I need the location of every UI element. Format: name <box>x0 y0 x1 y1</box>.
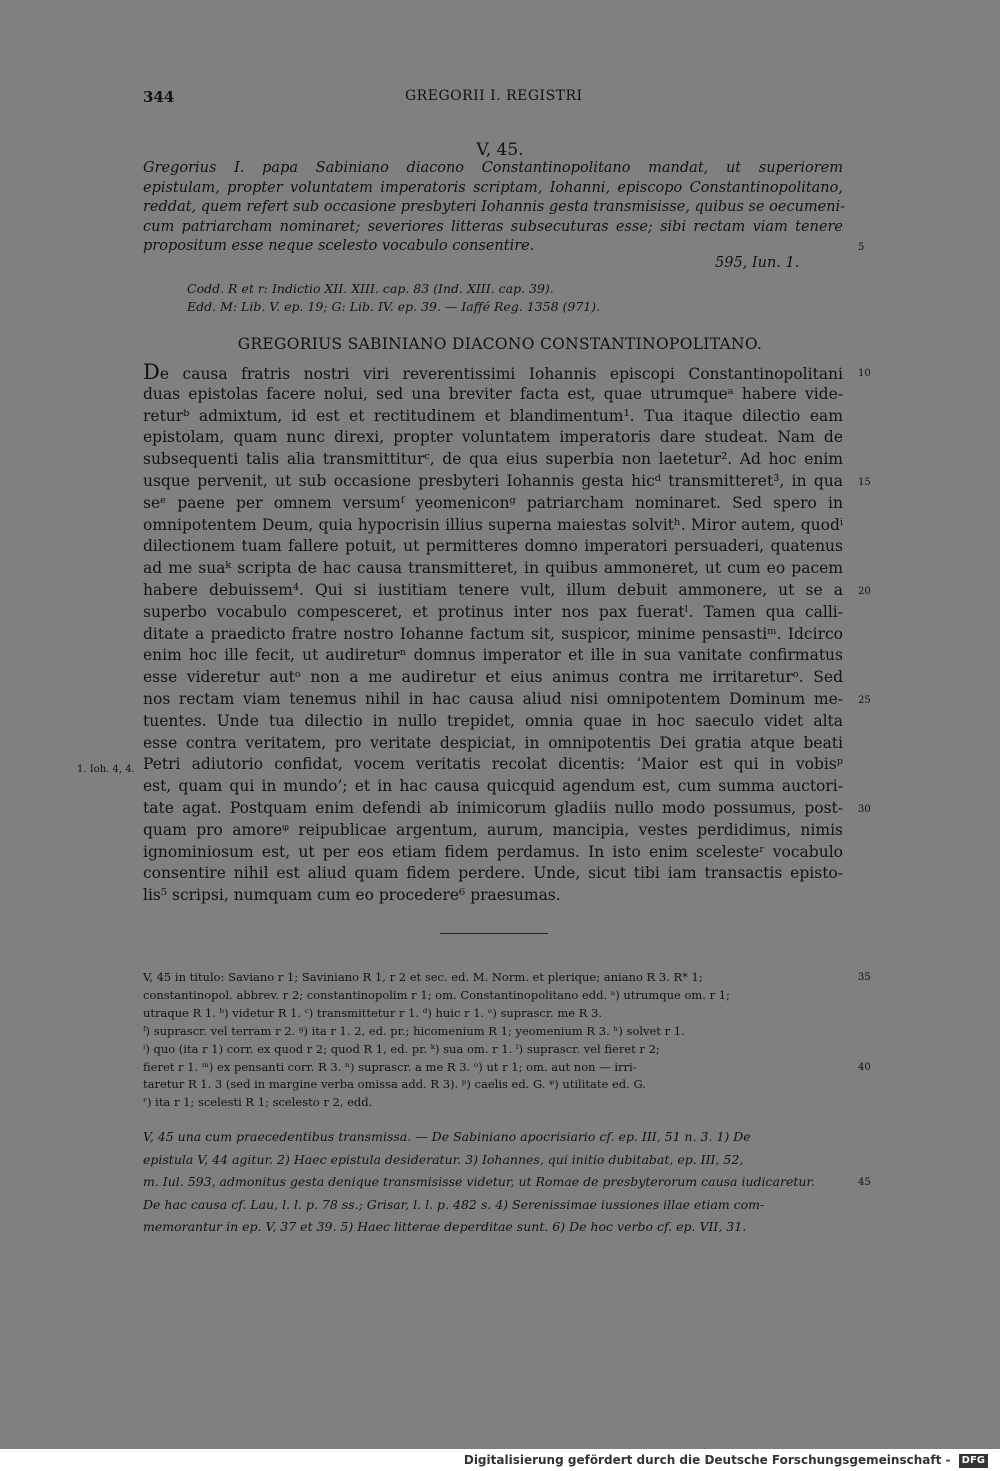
line-number: 5 <box>858 242 865 253</box>
codices-line: Edd. M: Lib. V. ep. 19; G: Lib. IV. ep. 39. — Iaffé Reg. 1358 (971). <box>187 299 601 314</box>
body-line: epistolam, quam nunc direxi, propter voluntatem imperatoris dare studeat. Nam de <box>143 428 843 447</box>
body-line: esse videretur autᵒ non a me audiretur et eius animus contra me irritareturᵒ. Sed <box>143 668 843 687</box>
line-number: 45 <box>858 1177 871 1188</box>
summary-line: reddat, quem refert sub occasione presbyteri Iohannis gesta transmisisse, quibus se oecumeni- <box>143 199 846 215</box>
apparatus-line: constantinopol. abbrev. r 2; constantinopolim r 1; om. Constantinopolitano edd. ᵃ) utrumque om. r 1; <box>143 987 730 1002</box>
summary-line: propositum esse neque scelesto vocabulo consentire. <box>143 238 535 254</box>
letter-address: GREGORIUS SABINIANO DIACONO CONSTANTINOPOLITANO. <box>237 335 763 353</box>
line-number: 40 <box>858 1061 871 1073</box>
body-line: esse contra veritatem, pro veritate despiciat, in omnipotentis Dei gratia atque beati <box>143 733 843 752</box>
body-line: est, quam qui in mundo’; et in hac causa quicquid agendum est, cum summa auctori- <box>143 777 843 796</box>
letter-title: V, 45. <box>476 140 524 160</box>
apparatus-line: ⁱ) quo (ita r 1) corr. ex quod r 2; quod R 1, ed. pr. ᵏ) sua om. r 1. ˡ) suprascr. vel fieret r 2; <box>143 1041 660 1056</box>
line-number: 15 <box>858 477 871 488</box>
body-line: dilectionem tuam fallere potuit, ut permitteres domno imperatori persuaderi, quatenus <box>143 537 843 556</box>
margin-reference: 1. Ioh. 4, 4. <box>77 764 135 775</box>
line-number: 35 <box>858 972 871 983</box>
body-line: ad me suaᵏ scripta de hac causa transmitteret, in quibus ammoneret, ut cum eo pacem <box>143 559 843 578</box>
body-line: tate agat. Postquam enim defendi ab inimicorum gladiis nullo modo possumus, post- <box>143 799 843 817</box>
commentary-line: V, 45 una cum praecedentibus transmissa. — De Sabiniano apocrisiario cf. ep. III, 51 n. 3. 1) De <box>143 1129 751 1144</box>
body-line: lis⁵ scripsi, numquam cum eo procedere⁶ praesumas. <box>143 886 561 905</box>
body-line: subsequenti talis alia transmittiturᶜ, de qua eius superbia non laetetur². Ad hoc enim <box>143 450 843 469</box>
page-number: 344 <box>143 88 175 106</box>
commentary-line: epistula V, 44 agitur. 2) Haec epistula desideratur. 3) Iohannes, qui initio dubitabat, ep. III, 52, <box>143 1151 744 1167</box>
apparatus-line: ᶠ) suprascr. vel terram r 2. ᵍ) ita r 1. 2, ed. pr.; hicomenium R 1; yeomenium R 3. ʰ) solvet r 1. <box>143 1023 685 1038</box>
commentary-line: De hac causa cf. Lau, l. l. p. 78 ss.; Grisar, l. l. p. 482 s. 4) Serenissimae iussiones illae etiam com- <box>143 1196 765 1212</box>
body-line: superbo vocabulo compesceret, et protinus inter nos pax fueratˡ. Tamen qua calli- <box>143 602 843 621</box>
body-line: Petri adiutorio confidat, vocem veritatis recolat dicentis: ‘Maior est qui in vobisᵖ <box>143 755 843 774</box>
codices-line: Codd. R et r: Indictio XII. XIII. cap. 83 (Ind. XIII. cap. 39). <box>187 281 554 296</box>
body-line: seᵉ paene per omnem versumᶠ yeomeniconᵍ patriarcham nominaret. Sed spero in <box>143 493 843 512</box>
summary-line: cum patriarcham nominaret; severiores litteras subsecuturas esse; sibi rectam viam tenere <box>143 218 843 235</box>
dfg-credit-text: Digitalisierung gefördert durch die Deutsche Forschungsgemeinschaft - <box>463 1453 951 1467</box>
separator-rule <box>440 933 548 934</box>
body-line: De causa fratris nostri viri reverentissimi Iohannis episcopi Constantinopolitani <box>143 362 843 384</box>
apparatus-line: V, 45 in titulo: Saviano r 1; Saviniano R 1, r 2 et sec. ed. M. Norm. et plerique; aniano R 3. R* 1; <box>143 970 703 984</box>
commentary-line: m. Iul. 593, admonitus gesta denique transmisisse videtur, ut Romae de presbyterorum causa iudicaretur. <box>143 1174 816 1189</box>
summary-line: Gregorius I. papa Sabiniano diacono Constantinopolitano mandat, ut superiorem <box>143 160 843 176</box>
body-line: ditate a praedicto fratre nostro Iohanne factum sit, suspicor, minime pensastiᵐ. Idcirco <box>143 624 843 643</box>
running-head: GREGORII I. REGISTRI <box>405 88 583 104</box>
line-number: 20 <box>858 586 871 597</box>
body-line: usque pervenit, ut sub occasione presbyteri Iohannis gesta hicᵈ transmitteret³, in qua <box>143 472 843 490</box>
body-line: ignominiosum est, ut per eos etiam fidem perdamus. In isto enim scelesteʳ vocabulo <box>143 842 843 861</box>
apparatus-line: utraque R 1. ᵇ) videtur R 1. ᶜ) transmittetur r 1. ᵈ) huic r 1. ᵉ) suprascr. me R 3. <box>143 1005 603 1020</box>
body-line: enim hoc ille fecit, ut audireturⁿ domnus imperator et ille in sua vanitate confirmatus <box>143 646 843 665</box>
body-line: returᵇ admixtum, id est et rectitudinem et blandimentum¹. Tua itaque dilectio eam <box>143 406 843 425</box>
commentary-line: memorantur in ep. V, 37 et 39. 5) Haec litterae deperditae sunt. 6) De hoc verbo cf. ep. VII, 31. <box>143 1219 747 1234</box>
body-line: omnipotentem Deum, quia hypocrisin illius superna maiestas solvitʰ. Miror autem, quodⁱ <box>143 515 843 534</box>
body-line: nos rectam viam tenemus nihil in hac causa aliud nisi omnipotentem Dominum me- <box>143 690 843 708</box>
drop-letter: D <box>143 362 160 384</box>
dfg-credit-bar <box>0 1449 1000 1471</box>
body-line: habere debuissem⁴. Qui si iustitiam tenere vult, illum debuit ammonere, ut se a <box>143 581 843 599</box>
summary-line: epistulam, propter voluntatem imperatoris scriptam, Iohanni, episcopo Constantinopolitano, <box>143 179 843 196</box>
line-number: 25 <box>858 695 871 706</box>
apparatus-line: fieret r 1. ᵐ) ex pensanti corr. R 3. ⁿ) suprascr. a me R 3. ᵒ) ut r 1; om. aut non — irri- <box>143 1059 637 1074</box>
apparatus-line: taretur R 1. 3 (sed in margine verba omissa add. R 3). ᵖ) caelis ed. G. ᵠ) utilitate ed. G. <box>143 1077 646 1092</box>
dfg-logo: DFG <box>959 1454 988 1468</box>
summary-date: 595, Iun. 1. <box>715 255 800 271</box>
line-number: 10 <box>858 368 871 379</box>
body-line: consentire nihil est aliud quam fidem perdere. Unde, sicut tibi iam transactis episto- <box>143 864 843 883</box>
body-line: tuentes. Unde tua dilectio in nullo trepidet, omnia quae in hoc saeculo videt alta <box>143 711 843 730</box>
apparatus-line: ʳ) ita r 1; scelesti R 1; scelesto r 2, edd. <box>143 1095 373 1110</box>
body-line: quam pro amoreᵠ reipublicae argentum, aurum, mancipia, vestes perdidimus, nimis <box>143 820 843 839</box>
line-number: 30 <box>858 804 871 815</box>
body-line: duas epistolas facere nolui, sed una breviter facta est, quae utrumqueᵃ habere vide- <box>143 384 843 403</box>
